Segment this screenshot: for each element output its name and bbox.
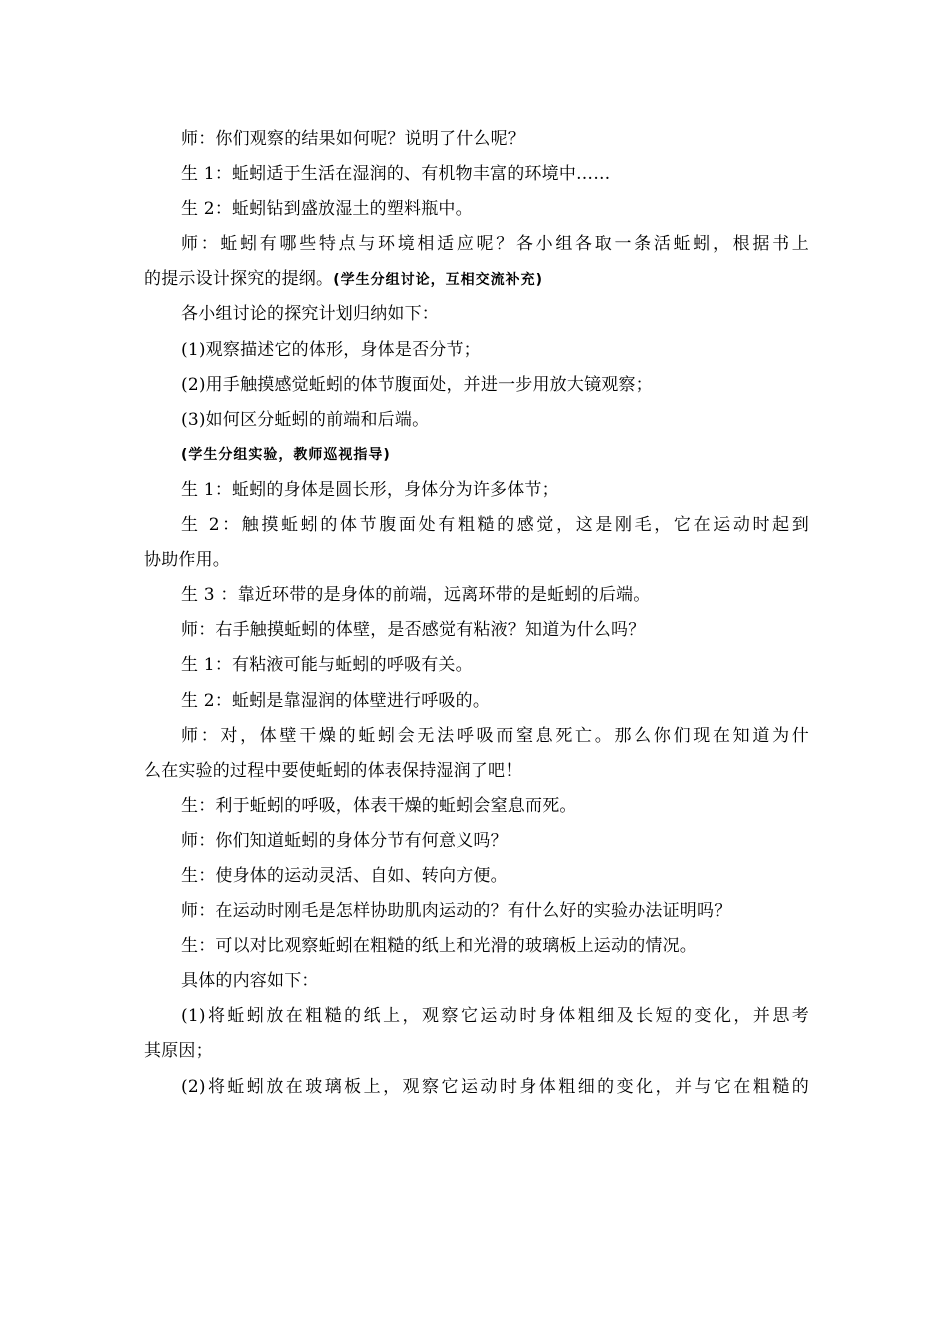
paragraph-line: 师：对，体壁干燥的蚯蚓会无法呼吸而窒息死亡。那么你们现在知道为什 [181, 725, 809, 746]
paragraph-line: 生 2：触摸蚯蚓的体节腹面处有粗糙的感觉，这是刚毛，它在运动时起到 [181, 515, 809, 536]
paragraph-text: 的提示设计探究的提纲。 [144, 269, 334, 290]
paragraph-line: 生 1：蚯蚓适于生活在湿润的、有机物丰富的环境中…… [181, 164, 611, 185]
list-item: (3)如何区分蚯蚓的前端和后端。 [181, 409, 430, 430]
list-item: (1)观察描述它的体形，身体是否分节； [181, 339, 481, 360]
stage-direction-note: (学生分组讨论，互相交流补充) [333, 272, 543, 289]
paragraph-line: 生 1：有粘液可能与蚯蚓的呼吸有关。 [181, 655, 473, 676]
paragraph-line: 各小组讨论的探究计划归纳如下： [181, 304, 439, 325]
list-item: (2)将蚯蚓放在玻璃板上，观察它运动时身体粗细的变化，并与它在粗糙的 [181, 1076, 809, 1097]
list-item: (1)将蚯蚓放在粗糙的纸上，观察它运动时身体粗细及长短的变化，并思考 [181, 1006, 809, 1027]
paragraph-line: 生：可以对比观察蚯蚓在粗糙的纸上和光滑的玻璃板上运动的情况。 [181, 936, 697, 957]
paragraph-line: 师：你们知道蚯蚓的身体分节有何意义吗？ [181, 830, 508, 851]
paragraph-line: 么在实验的过程中要使蚯蚓的体表保持湿润了吧！ [144, 760, 523, 781]
list-item: (2)用手触摸感觉蚯蚓的体节腹面处，并进一步用放大镜观察； [181, 374, 653, 395]
paragraph-line: 生：利于蚯蚓的呼吸，体表干燥的蚯蚓会窒息而死。 [181, 795, 577, 816]
stage-direction-note: (学生分组实验，教师巡视指导) [181, 446, 391, 463]
paragraph-line: 生 2：蚯蚓钻到盛放湿土的塑料瓶中。 [181, 199, 473, 220]
paragraph-line [144, 262, 809, 297]
paragraph-line: 师：右手触摸蚯蚓的体壁，是否感觉有粘液？知道为什么吗？ [181, 620, 646, 641]
paragraph-line: 生：使身体的运动灵活、自如、转向方便。 [181, 865, 508, 886]
paragraph-line: 生 2：蚯蚓是靠湿润的体壁进行呼吸的。 [181, 690, 491, 711]
paragraph-line: 生 1：蚯蚓的身体是圆长形，身体分为许多体节； [181, 479, 559, 500]
paragraph-line: 师：蚯蚓有哪些特点与环境相适应呢？各小组各取一条活蚯蚓，根据书上 [181, 234, 809, 255]
paragraph-line: 协助作用。 [144, 550, 230, 571]
paragraph-line: 具体的内容如下： [181, 971, 319, 992]
paragraph-line: 生 3 ：靠近环带的是身体的前端，远离环带的是蚯蚓的后端。 [181, 585, 651, 606]
paragraph-line: 师：你们观察的结果如何呢？说明了什么呢？ [181, 129, 525, 149]
list-item-continuation: 其原因； [144, 1041, 213, 1062]
paragraph-line: 师：在运动时刚毛是怎样协助肌肉运动的？有什么好的实验办法证明吗？ [181, 901, 732, 922]
document-page [144, 122, 809, 1105]
